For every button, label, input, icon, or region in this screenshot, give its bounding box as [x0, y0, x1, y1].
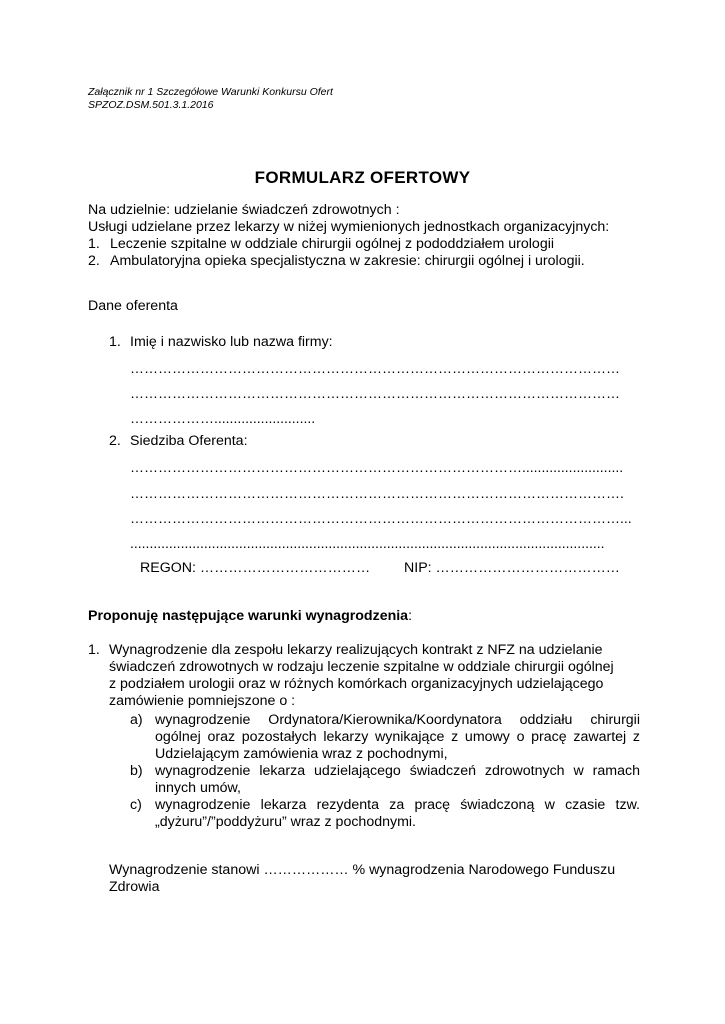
page-title: FORMULARZ OFERTOWY — [254, 168, 471, 187]
field-num: 1. — [109, 334, 121, 350]
subitem-line: wynagrodzenie lekarza rezydenta za pracę świadczoną w czasie tzw. — [155, 797, 640, 813]
name-fill-line[interactable]: …………………………………………………………………………………………… — [130, 360, 620, 376]
conditions-heading-colon: : — [408, 608, 413, 624]
condition-line: świadczeń zdrowotnych w rodzaju leczenie szpitalne w oddziale chirurgii ogólnej — [109, 659, 614, 675]
subitem-line: ogólnej oraz pozostałych lekarzy wynikające z umowy o pracę zawartej z — [155, 729, 640, 745]
subitem-line: „dyżuru”/”poddyżuru” wraz z pochodnymi. — [155, 814, 416, 830]
nip-field[interactable]: NIP: ………………………………… — [404, 560, 620, 576]
subitem-line: wynagrodzenie Ordynatora/Kierownika/Koordynatora oddziału chirurgii — [155, 712, 640, 728]
intro-item-num: 2. — [88, 253, 100, 269]
seat-fill-line[interactable]: ……………………………………………………………………………………………. — [130, 485, 624, 501]
attachment-note: Załącznik nr 1 Szczegółowe Warunki Konkursu Ofert — [88, 86, 333, 98]
seat-fill-line[interactable]: .......................................................................................................................... — [130, 535, 605, 551]
regon-field[interactable]: REGON: ……………………………… — [140, 560, 371, 576]
intro-item-text: Ambulatoryjna opieka specjalistyczna w zakresie: chirurgii ogólnej i urologii. — [110, 253, 585, 269]
condition-num: 1. — [88, 642, 100, 658]
conditions-heading — [88, 608, 412, 625]
intro-line-2: Usługi udzielane przez lekarzy w niżej wymienionych jednostkach organizacyjnych: — [88, 219, 610, 235]
condition-line: Wynagrodzenie dla zespołu lekarzy realizujących kontrakt z NFZ na udzielanie — [109, 642, 603, 658]
intro-line-1: Na udzielnie: udzielanie świadczeń zdrowotnych : — [88, 202, 400, 218]
subitem-letter: b) — [130, 763, 143, 779]
remuneration-percent-field[interactable]: Wynagrodzenie stanowi ……………… % wynagrodzenia Narodowego Funduszu — [109, 862, 616, 878]
conditions-heading-bold: Proponuję następujące warunki wynagrodzenia — [88, 608, 409, 624]
intro-item-text: Leczenie szpitalne w oddziale chirurgii ogólnej z pododdziałem urologii — [110, 236, 555, 252]
name-fill-line[interactable]: …………………………………………………………………………………………… — [130, 385, 620, 401]
seat-fill-line[interactable]: ………………………………………………………………………….......................... — [130, 459, 624, 475]
subitem-line: innych umów, — [155, 780, 241, 796]
remuneration-summary-tail: Zdrowia — [109, 879, 160, 895]
subitem-letter: a) — [130, 712, 143, 728]
subitem-line: wynagrodzenie lekarza udzielającego świadczeń zdrowotnych w ramach — [155, 763, 640, 779]
intro-item-num: 1. — [88, 236, 100, 252]
subitem-letter: c) — [130, 797, 142, 813]
field-num: 2. — [109, 433, 121, 449]
name-fill-line[interactable]: ……………….......................... — [130, 410, 316, 426]
seat-field-label: Siedziba Oferenta: — [130, 433, 248, 449]
subitem-line: Udzielającym zamówienia wraz z pochodnymi, — [155, 746, 448, 762]
section-heading-oferent: Dane oferenta — [88, 298, 178, 314]
reference-number: SPZOZ.DSM.501.3.1.2016 — [88, 99, 214, 111]
condition-line: zamówienie pomniejszone o : — [109, 693, 296, 709]
seat-fill-line[interactable]: ……………………………………………………………………………………………... — [130, 510, 632, 526]
name-field-label: Imię i nazwisko lub nazwa firmy: — [130, 334, 333, 350]
condition-line: z podziałem urologii oraz w różnych komórkach organizacyjnych udzielającego — [109, 676, 604, 692]
